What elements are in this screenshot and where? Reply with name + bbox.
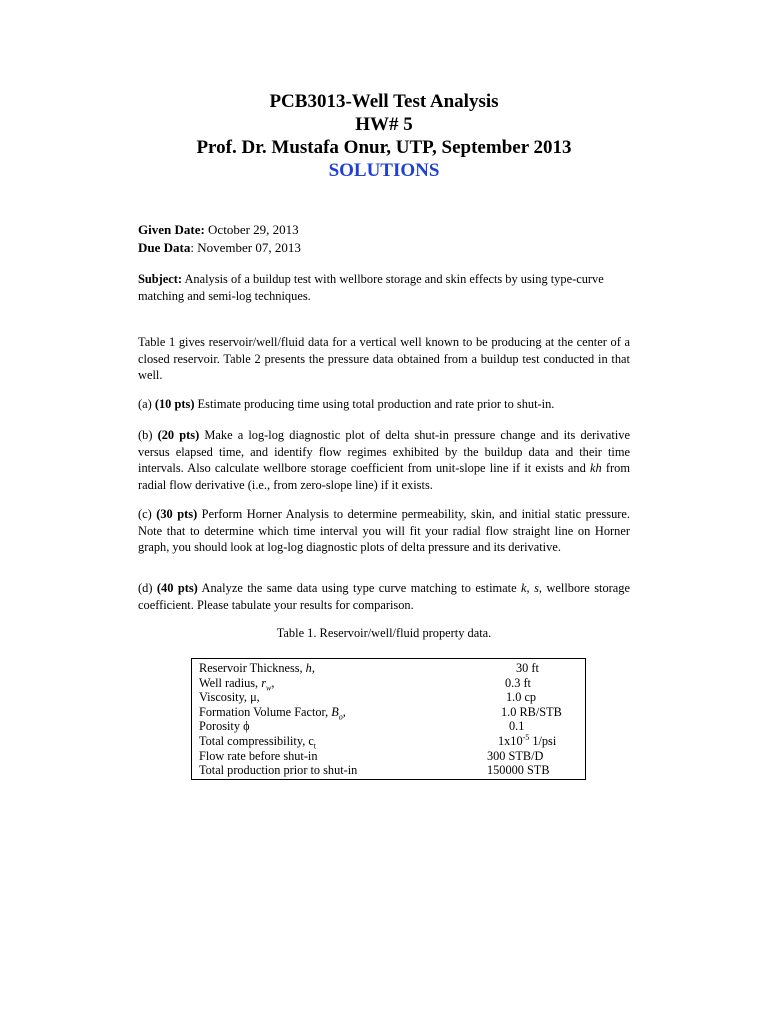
row-value bbox=[461, 719, 586, 734]
part-d-text-2: , wellbore storage coefficient. Please tabulate your results for comparison. bbox=[138, 581, 630, 612]
label-symbol: B bbox=[331, 704, 339, 719]
table-row bbox=[192, 734, 586, 749]
part-b-text-2: from radial flow derivative (i.e., from zero-slope line) if it exists. bbox=[138, 461, 630, 492]
part-c-points: (30 pts) bbox=[156, 507, 198, 521]
part-b-points: (20 pts) bbox=[157, 428, 200, 442]
table-row bbox=[192, 659, 586, 676]
part-a-text: Estimate producing time using total production and rate prior to shut-in. bbox=[194, 397, 555, 411]
label-tail: , bbox=[342, 704, 346, 719]
given-date-label: Given Date: bbox=[138, 222, 205, 237]
label-text: Well radius, bbox=[199, 675, 262, 690]
value-text: 1.0 RB/STB bbox=[501, 704, 562, 719]
part-d-points: (40 pts) bbox=[156, 581, 198, 595]
given-date bbox=[138, 221, 630, 239]
subject-text: Analysis of a buildup test with wellbore storage and skin effects by using type-curve matching and semi-log techniques. bbox=[138, 272, 604, 303]
table-caption: Table 1. Reservoir/well/fluid property data. bbox=[276, 626, 492, 640]
row-label bbox=[192, 705, 462, 720]
row-value bbox=[461, 676, 586, 691]
table-row bbox=[192, 763, 586, 779]
label-text: Total compressibility, c bbox=[199, 733, 314, 748]
part-a-letter: (a) bbox=[138, 397, 155, 411]
value-text: 1.0 cp bbox=[506, 690, 537, 705]
instructor-line: Prof. Dr. Mustafa Onur, UTP, September 2013 bbox=[196, 137, 572, 158]
subject-label: Subject: bbox=[138, 272, 183, 286]
part-d-text: Analyze the same data using type curve matching to estimate bbox=[197, 581, 522, 595]
row-label bbox=[192, 659, 462, 676]
row-value bbox=[461, 734, 586, 749]
label-tail: , bbox=[311, 661, 315, 675]
value-text: 150000 STB bbox=[487, 763, 550, 778]
label-tail: , bbox=[271, 675, 275, 690]
due-date-value: : November 07, 2013 bbox=[190, 240, 301, 255]
homework-number: HW# 5 bbox=[355, 114, 413, 135]
part-d-s: s bbox=[534, 581, 539, 595]
document-header bbox=[0, 90, 768, 182]
value-text: 300 STB/D bbox=[487, 748, 544, 763]
part-c-text: Perform Horner Analysis to determine permeability, skin, and initial static pressure. Note that to determine which time interval you will fit your radial flow straight line on Horner graph, you should look at log-log diagnostic plots of delta pressure and its derivative. bbox=[138, 507, 630, 554]
due-date-label: Due Data bbox=[138, 240, 191, 255]
value-exponent: -5 bbox=[522, 732, 530, 742]
part-b-text: Make a log-log diagnostic plot of delta shut-in pressure change and its derivative versus elapsed time, and identify flow regimes exhibited by the buildup data and their time intervals. Also calculate wellbore storage coefficient from unit-slope line if it exists and bbox=[138, 428, 630, 475]
table-row bbox=[192, 749, 586, 764]
table-row bbox=[192, 705, 586, 720]
row-value bbox=[461, 690, 586, 705]
label-subscript: w bbox=[265, 683, 272, 693]
label-symbol: h bbox=[305, 661, 312, 675]
row-label: Total production prior to shut-in bbox=[199, 763, 358, 778]
part-c-letter: (c) bbox=[138, 507, 157, 521]
dates-block bbox=[138, 221, 630, 257]
table-row bbox=[192, 719, 586, 734]
value-text: 0.1 bbox=[509, 719, 525, 734]
solutions-heading: SOLUTIONS bbox=[328, 160, 440, 181]
value-text: 1x10 bbox=[498, 733, 523, 748]
value-text: 30 ft bbox=[516, 661, 539, 675]
label-subscript: o bbox=[338, 712, 343, 722]
label-text: Reservoir Thickness, bbox=[199, 661, 306, 675]
part-c bbox=[138, 506, 630, 556]
subject-paragraph bbox=[138, 271, 630, 304]
row-label: Porosity ϕ bbox=[199, 719, 250, 734]
part-a-points: (10 pts) bbox=[154, 397, 195, 411]
row-label: Flow rate before shut-in bbox=[199, 748, 318, 763]
part-b-kh: kh bbox=[589, 461, 602, 475]
part-a bbox=[138, 396, 630, 413]
part-d-k: k bbox=[521, 581, 527, 595]
row-label bbox=[192, 676, 462, 691]
due-date bbox=[138, 239, 630, 257]
table-row bbox=[192, 690, 586, 705]
row-value bbox=[461, 659, 586, 676]
table-row bbox=[192, 676, 586, 691]
property-table bbox=[191, 658, 586, 780]
part-b bbox=[138, 427, 630, 493]
row-value bbox=[461, 749, 586, 764]
part-d bbox=[138, 580, 630, 613]
intro-paragraph: Table 1 gives reservoir/well/fluid data for a vertical well known to be producing at the center of a closed reservoir. Table 2 presents the pressure data obtained from a buildup test conducted in that well. bbox=[138, 335, 630, 382]
given-date-value: October 29, 2013 bbox=[204, 222, 299, 237]
row-label: Viscosity, μ, bbox=[199, 690, 260, 705]
value-text: 0.3 ft bbox=[505, 675, 531, 690]
course-title: PCB3013-Well Test Analysis bbox=[269, 91, 499, 112]
label-symbol: r bbox=[261, 675, 266, 690]
row-label bbox=[192, 734, 462, 749]
label-subscript: t bbox=[313, 741, 317, 751]
row-value bbox=[461, 763, 586, 779]
part-d-letter: (d) bbox=[138, 581, 157, 595]
label-text: Formation Volume Factor, bbox=[199, 704, 332, 719]
row-value bbox=[461, 705, 586, 720]
value-unit: 1/psi bbox=[529, 733, 557, 748]
part-d-comma: , bbox=[526, 581, 535, 595]
part-b-letter: (b) bbox=[138, 428, 158, 442]
